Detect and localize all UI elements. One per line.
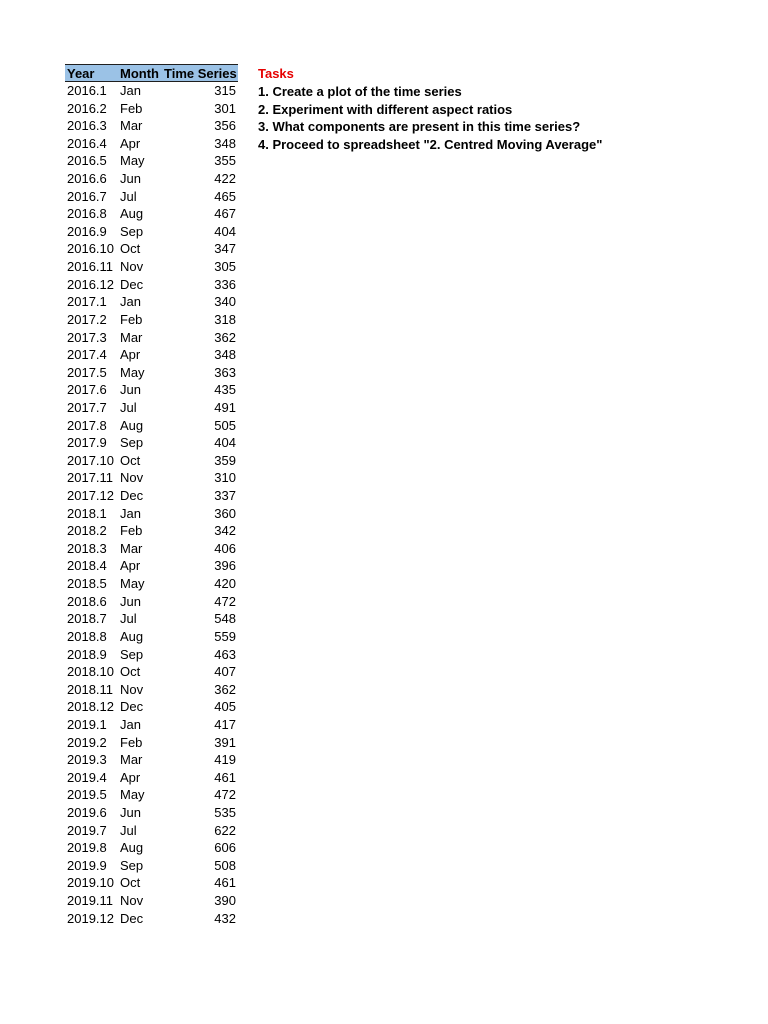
year-cell[interactable]: 2016.10 [67,241,114,257]
month-cell[interactable]: Nov [120,470,144,486]
value-cell[interactable]: 363 [214,364,236,380]
header-time-series[interactable]: Time Series [164,66,237,81]
month-cell[interactable]: May [120,364,145,380]
month-cell[interactable]: Apr [120,135,141,151]
month-cell[interactable]: Jan [120,505,141,521]
table-row [65,170,238,188]
table-row [65,117,238,135]
month-cell[interactable]: Nov [120,681,144,697]
tasks-title[interactable]: Tasks [258,66,294,81]
table-row [65,910,238,928]
value-cell[interactable]: 622 [214,822,236,838]
value-cell[interactable]: 337 [214,488,236,504]
month-cell[interactable]: Feb [120,100,143,116]
table-row [65,329,238,347]
year-cell[interactable]: 2017.2 [67,311,107,327]
month-cell[interactable]: Jun [120,593,141,609]
table-row [65,276,238,294]
table-row [65,452,238,470]
table-row [65,681,238,699]
year-cell[interactable]: 2016.2 [67,100,107,116]
table-row [65,575,238,593]
year-cell[interactable]: 2019.8 [67,840,107,856]
table-body [65,82,238,927]
month-cell[interactable]: Jan [120,716,141,732]
value-cell[interactable]: 318 [214,311,236,327]
month-cell[interactable]: May [120,576,145,592]
month-cell[interactable]: Nov [120,893,144,909]
table-row [65,434,238,452]
month-cell[interactable]: Mar [120,752,143,768]
value-cell[interactable]: 463 [214,646,236,662]
value-cell[interactable]: 390 [214,893,236,909]
table-row [65,857,238,875]
year-cell[interactable]: 2017.10 [67,452,114,468]
table-row [65,716,238,734]
year-cell[interactable]: 2018.10 [67,664,114,680]
month-cell[interactable]: Feb [120,734,143,750]
table-row [65,311,238,329]
table-row [65,628,238,646]
value-cell[interactable]: 435 [214,382,236,398]
value-cell[interactable]: 315 [214,83,236,98]
value-cell[interactable]: 301 [214,100,236,116]
table-row [65,152,238,170]
value-cell[interactable]: 417 [214,716,236,732]
month-cell[interactable]: Apr [120,347,141,363]
table-row [65,505,238,523]
year-cell[interactable]: 2019.12 [67,910,114,926]
table-row [65,293,238,311]
table-row [65,663,238,681]
year-cell[interactable]: 2018.7 [67,611,107,627]
year-cell[interactable]: 2019.2 [67,734,107,750]
table-row [65,100,238,118]
value-cell[interactable]: 305 [214,259,236,275]
value-cell[interactable]: 422 [214,171,236,187]
value-cell[interactable]: 467 [214,206,236,222]
table-row [65,593,238,611]
year-cell[interactable]: 2018.5 [67,576,107,592]
month-cell[interactable]: Dec [120,488,144,504]
table-row [65,822,238,840]
month-cell[interactable]: Dec [120,699,144,715]
month-cell[interactable]: Mar [120,118,143,134]
year-cell[interactable]: 2018.2 [67,523,107,539]
table-row [65,751,238,769]
month-cell[interactable]: Aug [120,840,144,856]
table-row [65,786,238,804]
month-cell[interactable]: Sep [120,223,144,239]
table-row [65,892,238,910]
table-row [65,469,238,487]
month-cell[interactable]: Mar [120,329,143,345]
value-cell[interactable]: 347 [214,241,236,257]
task-item[interactable]: 4. Proceed to spreadsheet "2. Centred Moving Average" [258,136,603,152]
value-cell[interactable]: 465 [214,188,236,204]
month-cell[interactable]: Jun [120,382,141,398]
value-cell[interactable]: 360 [214,505,236,521]
month-cell[interactable]: Jul [120,611,137,627]
table-row [65,135,238,153]
value-cell[interactable]: 559 [214,628,236,644]
month-cell[interactable]: Jul [120,188,137,204]
month-cell[interactable]: Sep [120,435,144,451]
table-row [65,223,238,241]
year-cell[interactable]: 2019.10 [67,875,114,891]
value-cell[interactable]: 362 [214,681,236,697]
month-cell[interactable]: Jan [120,294,141,310]
value-cell[interactable]: 404 [214,223,236,239]
value-cell[interactable]: 391 [214,734,236,750]
table-row [65,522,238,540]
month-cell[interactable]: May [120,153,145,169]
value-cell[interactable]: 356 [214,118,236,134]
year-cell[interactable]: 2018.11 [67,681,114,697]
value-cell[interactable]: 508 [214,857,236,873]
value-cell[interactable]: 407 [214,664,236,680]
task-item[interactable]: 3. What components are present in this time series? [258,119,581,135]
year-cell[interactable]: 2016.6 [67,171,107,187]
year-cell[interactable]: 2017.6 [67,382,107,398]
value-cell[interactable]: 406 [214,540,236,556]
year-cell[interactable]: 2016.7 [67,188,107,204]
table-row [65,769,238,787]
month-cell[interactable]: Apr [120,769,141,785]
header-month[interactable]: Month [120,66,159,81]
value-cell[interactable]: 405 [214,699,236,715]
table-row [65,381,238,399]
table-row [65,346,238,364]
table-row [65,188,238,206]
month-cell[interactable]: Sep [120,646,144,662]
year-cell[interactable]: 2017.1 [67,294,107,310]
year-cell[interactable]: 2018.8 [67,628,107,644]
year-cell[interactable]: 2018.6 [67,593,107,609]
table-row [65,399,238,417]
value-cell[interactable]: 336 [214,276,236,292]
value-cell[interactable]: 355 [214,153,236,169]
year-cell[interactable]: 2019.4 [67,769,107,785]
year-cell[interactable]: 2018.1 [67,505,107,521]
month-cell[interactable]: Oct [120,241,141,257]
task-item[interactable]: 2. Experiment with different aspect ratios [258,101,513,117]
value-cell[interactable]: 472 [214,593,236,609]
value-cell[interactable]: 606 [214,840,236,856]
table-row [65,540,238,558]
year-cell[interactable]: 2017.12 [67,488,114,504]
time-series-table [65,64,238,927]
table-row [65,610,238,628]
month-cell[interactable]: Oct [120,875,141,891]
month-cell[interactable]: Aug [120,417,144,433]
table-row [65,487,238,505]
year-cell[interactable]: 2017.9 [67,435,107,451]
table-row [65,646,238,664]
tasks-panel [258,65,602,153]
year-cell[interactable]: 2017.8 [67,417,107,433]
year-cell[interactable]: 2016.8 [67,206,107,222]
table-row [65,364,238,382]
year-cell[interactable]: 2018.4 [67,558,107,574]
table-row [65,82,238,100]
month-cell[interactable]: Sep [120,857,144,873]
month-cell[interactable]: Jan [120,83,141,98]
year-cell[interactable]: 2017.11 [67,470,114,486]
year-cell[interactable]: 2019.5 [67,787,107,803]
value-cell[interactable]: 362 [214,329,236,345]
month-cell[interactable]: Oct [120,452,141,468]
value-cell[interactable]: 348 [214,135,236,151]
table-row [65,205,238,223]
value-cell[interactable]: 505 [214,417,236,433]
table-header-row [65,64,238,82]
month-cell[interactable]: May [120,787,145,803]
month-cell[interactable]: Jun [120,804,141,820]
value-cell[interactable]: 535 [214,804,236,820]
value-cell[interactable]: 348 [214,347,236,363]
month-cell[interactable]: Dec [120,276,144,292]
year-cell[interactable]: 2016.5 [67,153,107,169]
value-cell[interactable]: 340 [214,294,236,310]
month-cell[interactable]: Jun [120,171,141,187]
task-item[interactable]: 1. Create a plot of the time series [258,84,462,99]
value-cell[interactable]: 419 [214,752,236,768]
year-cell[interactable]: 2016.3 [67,118,107,134]
year-cell[interactable]: 2019.1 [67,716,107,732]
table-row [65,874,238,892]
header-year[interactable]: Year [67,66,95,81]
year-cell[interactable]: 2016.9 [67,223,107,239]
month-cell[interactable]: Oct [120,664,141,680]
year-cell[interactable]: 2017.5 [67,364,107,380]
value-cell[interactable]: 359 [214,452,236,468]
table-row [65,258,238,276]
year-cell[interactable]: 2019.7 [67,822,107,838]
year-cell[interactable]: 2018.12 [67,699,114,715]
table-row [65,240,238,258]
table-row [65,417,238,435]
month-cell[interactable]: Jul [120,822,137,838]
value-cell[interactable]: 420 [214,576,236,592]
year-cell[interactable]: 2018.9 [67,646,107,662]
value-cell[interactable]: 432 [214,910,236,926]
table-row [65,804,238,822]
year-cell[interactable]: 2019.9 [67,857,107,873]
year-cell[interactable]: 2019.3 [67,752,107,768]
month-cell[interactable]: Dec [120,910,144,926]
month-cell[interactable]: Apr [120,558,141,574]
month-cell[interactable]: Aug [120,628,144,644]
table-row [65,698,238,716]
year-cell[interactable]: 2017.3 [67,329,107,345]
value-cell[interactable]: 310 [214,470,236,486]
value-cell[interactable]: 342 [214,523,236,539]
value-cell[interactable]: 472 [214,787,236,803]
value-cell[interactable]: 461 [214,875,236,891]
month-cell[interactable]: Feb [120,311,143,327]
table-row [65,557,238,575]
year-cell[interactable]: 2016.11 [67,259,114,275]
month-cell[interactable]: Jul [120,399,137,415]
year-cell[interactable]: 2017.4 [67,347,107,363]
year-cell[interactable]: 2016.1 [67,83,107,98]
month-cell[interactable]: Aug [120,206,144,222]
table-row [65,839,238,857]
table-row [65,734,238,752]
year-cell[interactable]: 2019.11 [67,893,114,909]
value-cell[interactable]: 491 [214,399,236,415]
month-cell[interactable]: Nov [120,259,144,275]
month-cell[interactable]: Feb [120,523,143,539]
year-cell[interactable]: 2017.7 [67,399,107,415]
value-cell[interactable]: 396 [214,558,236,574]
year-cell[interactable]: 2019.6 [67,804,107,820]
value-cell[interactable]: 404 [214,435,236,451]
month-cell[interactable]: Mar [120,540,143,556]
year-cell[interactable]: 2016.4 [67,135,107,151]
value-cell[interactable]: 548 [214,611,236,627]
year-cell[interactable]: 2016.12 [67,276,114,292]
tasks-list [258,83,602,153]
value-cell[interactable]: 461 [214,769,236,785]
year-cell[interactable]: 2018.3 [67,540,107,556]
